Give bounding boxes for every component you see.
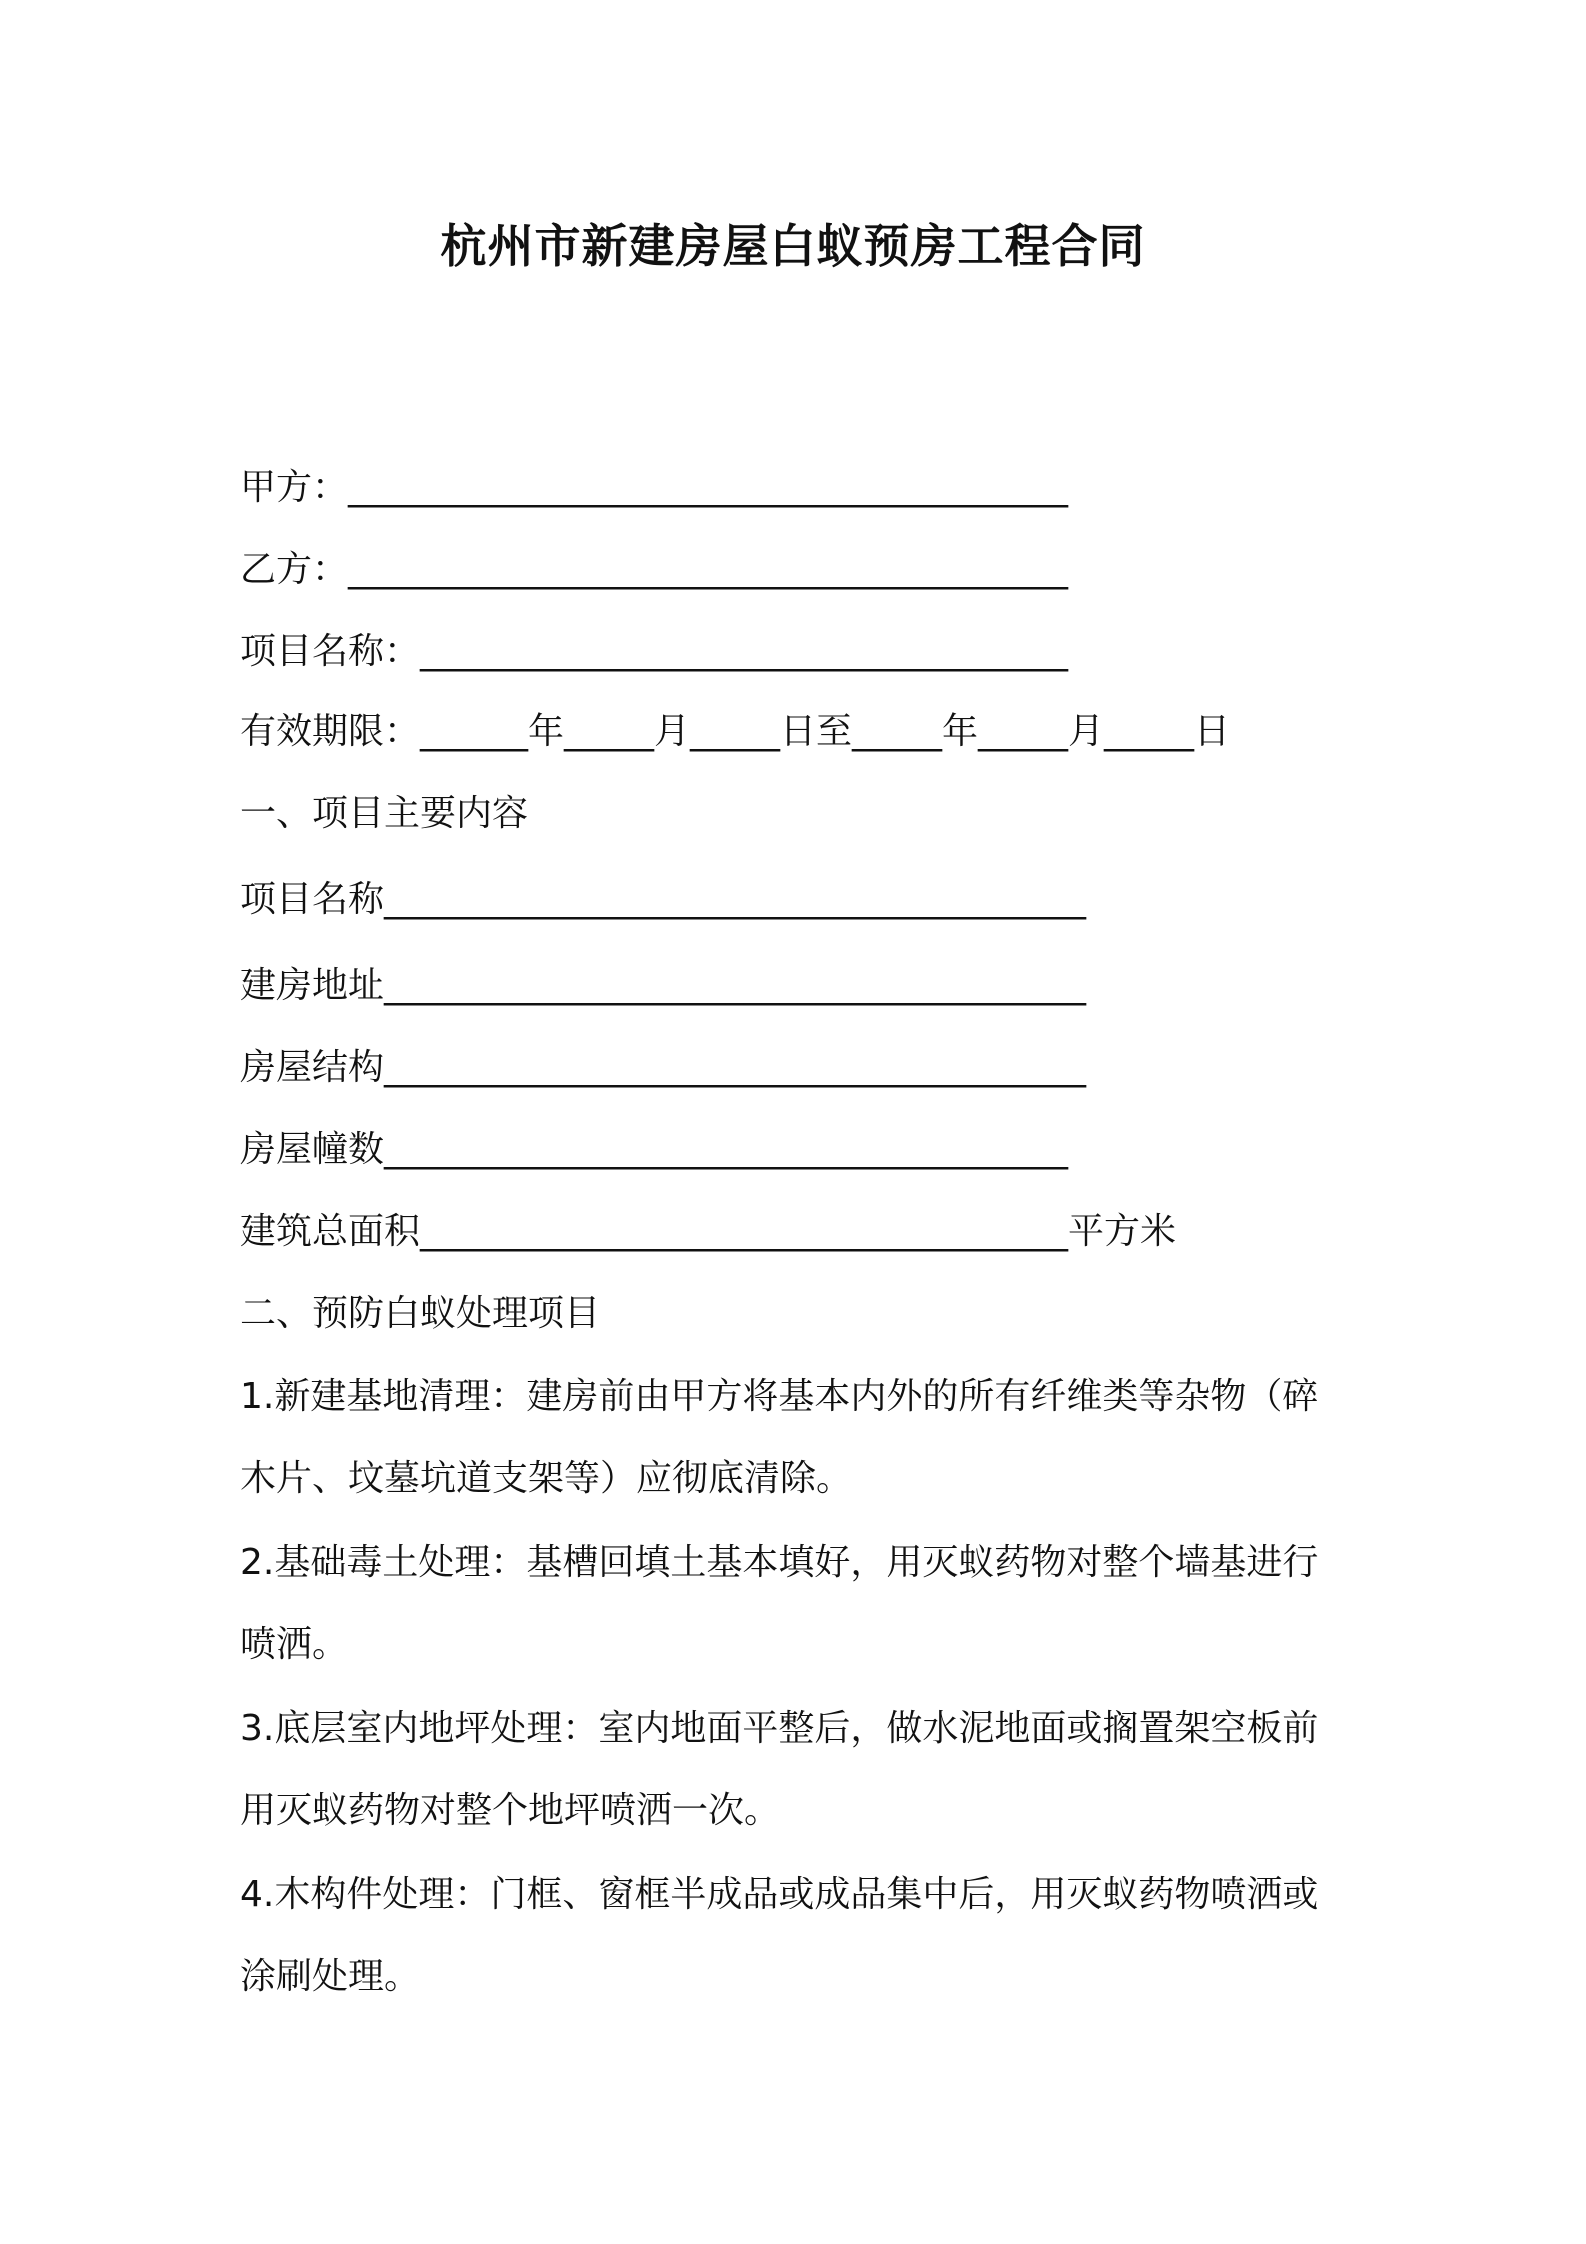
document-title: 杭州市新建房屋白蚁预房工程合同 (440, 219, 1146, 273)
party-a-field: 甲方：________________________________________ (240, 467, 1069, 508)
section-2-item-4 (240, 1854, 1360, 2018)
section-1-structure: 房屋结构_______________________________________ (240, 1047, 1087, 1088)
section-1-address: 建房地址_______________________________________ (240, 965, 1087, 1006)
validity-period-field: 有效期限：______年_____月_____日至_____年_____月_____日 (240, 711, 1231, 752)
section-2-item-2-line-2: 喷洒。 (240, 1624, 349, 1665)
section-2-item-3-line-1: 3.底层室内地坪处理：室内地面平整后，做水泥地面或搁置架空板前 (240, 1708, 1319, 1749)
section-2-item-1 (240, 1356, 1360, 1520)
section-2-heading: 二、预防白蚁处理项目 (240, 1293, 601, 1334)
project-name-field: 项目名称：____________________________________ (240, 631, 1069, 672)
section-1-total-area: 建筑总面积____________________________________平方米 (240, 1211, 1177, 1252)
section-2-item-2-line-1: 2.基础毒土处理：基槽回填土基本填好，用灭蚁药物对整个墙基进行 (240, 1542, 1319, 1583)
section-2-item-3 (240, 1688, 1360, 1852)
section-2-item-4-line-2: 涂刷处理。 (240, 1956, 421, 1997)
section-2-item-1-line-1: 1.新建基地清理：建房前由甲方将基本内外的所有纤维类等杂物（碎 (240, 1376, 1319, 1417)
section-2-item-4-line-1: 4.木构件处理：门框、窗框半成品或成品集中后，用灭蚁药物喷洒或 (240, 1874, 1319, 1915)
party-b-field: 乙方：________________________________________ (240, 549, 1069, 590)
section-1-heading: 一、项目主要内容 (240, 793, 529, 834)
section-2-item-2 (240, 1522, 1360, 1686)
section-1-buildings: 房屋幢数______________________________________ (240, 1129, 1069, 1170)
section-1-project-name: 项目名称_______________________________________ (240, 879, 1087, 920)
section-2-item-3-line-2: 用灭蚁药物对整个地坪喷洒一次。 (240, 1790, 781, 1831)
section-2-item-1-line-2: 木片、坟墓坑道支架等）应彻底清除。 (240, 1458, 853, 1499)
